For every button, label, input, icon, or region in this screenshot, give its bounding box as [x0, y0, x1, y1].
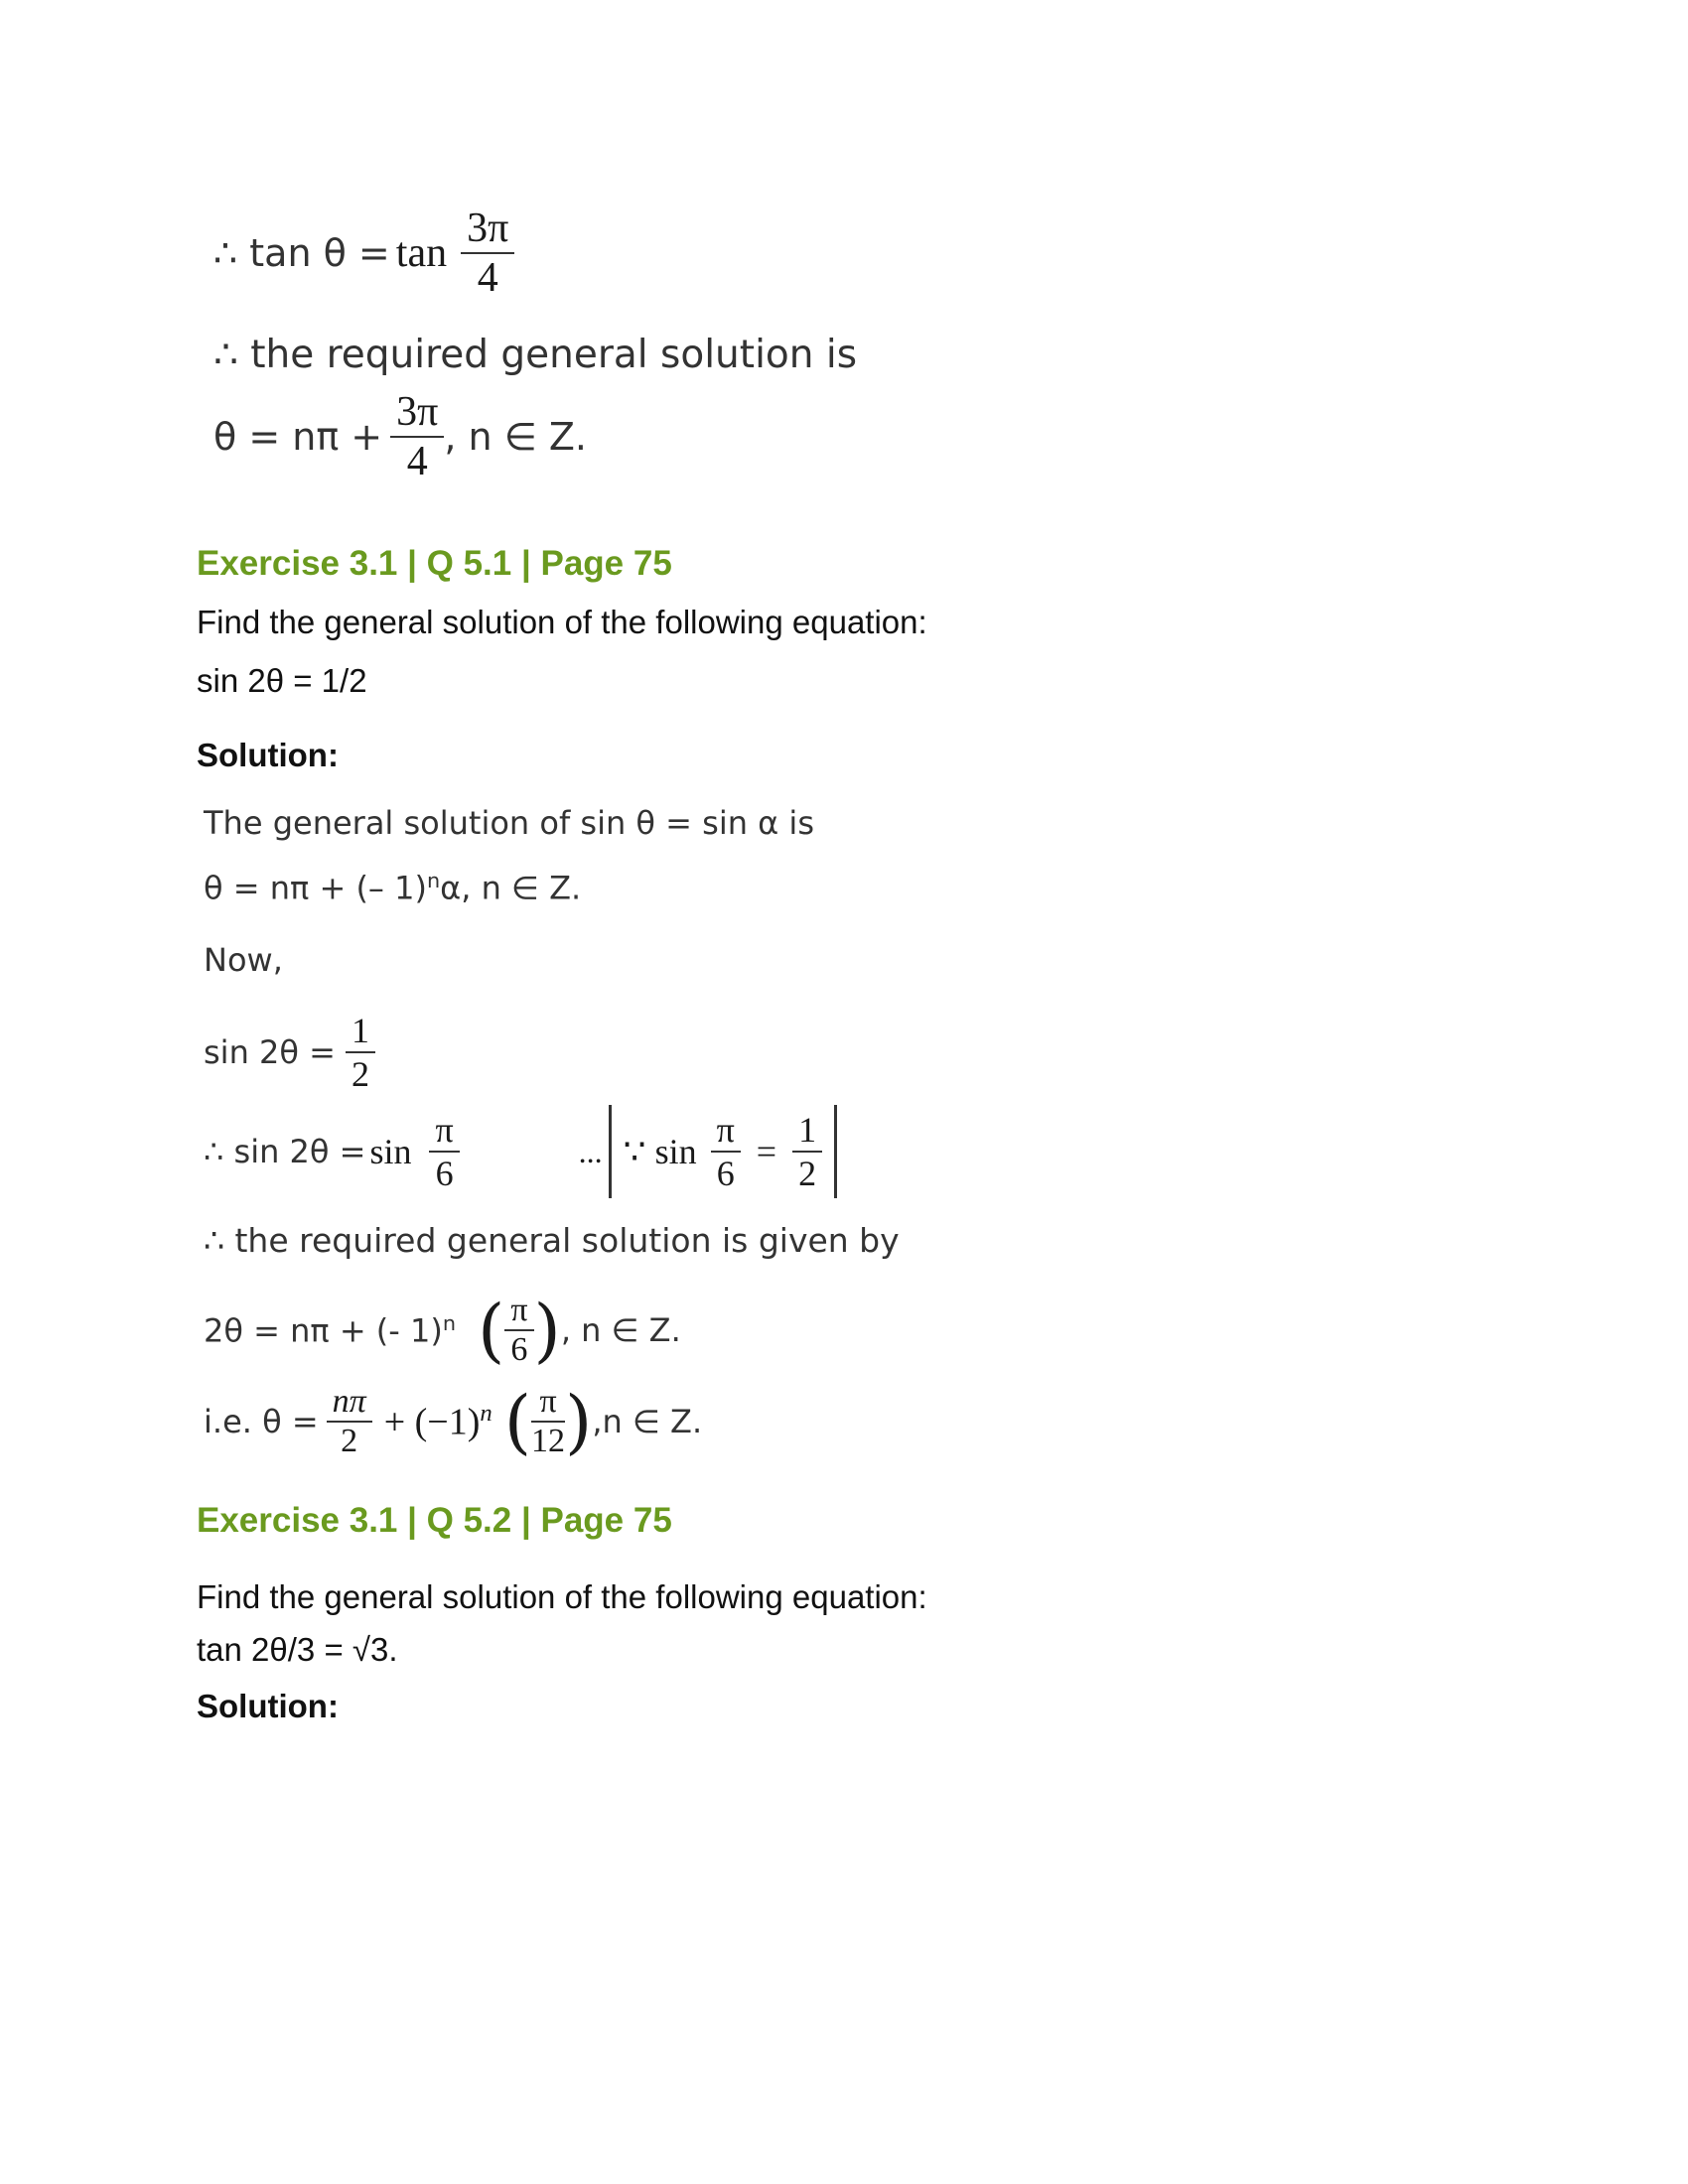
top-line-3-right: , n ∈ Z. [444, 415, 587, 459]
fraction-1-2-b: $\frac{1}{2}$ [792, 1109, 822, 1194]
top-line-3 [213, 382, 587, 491]
fraction-1-2: $\frac{1}{2}$ [346, 1010, 375, 1095]
fraction-pi-6-b: $\frac{\pi}{6}$ [711, 1109, 741, 1194]
q51-equation: sin 2θ = 1/2 [197, 662, 367, 699]
bracket-because: ∵ sin $\frac{\pi}{6}$ = $\frac{1}{2}$ [609, 1105, 837, 1198]
q51-step-3: Now, [204, 941, 283, 979]
paren-right: ) [533, 1290, 561, 1371]
paren-left: ( [478, 1290, 505, 1371]
q52-solution-label: Solution: [197, 1688, 339, 1724]
fraction-npi-2: $\frac{n\pi}{2}$ [327, 1383, 372, 1460]
paren-right-b: ) [565, 1381, 593, 1462]
q52-heading: Exercise 3.1 | Q 5.2 | Page 75 [197, 1501, 672, 1540]
q51-step-1: The general solution of sin θ = sin α is [204, 804, 814, 842]
q51-step-7: 2θ = nπ + (- 1)$^n$ ( $\frac{\pi}{6}$ ) , n ∈ Z. [204, 1290, 681, 1371]
q51-question: Find the general solution of the following equation: [197, 604, 927, 640]
top-line-3-left: θ = nπ + [213, 415, 383, 459]
top-line-1-left: ∴ tan θ = [213, 231, 390, 275]
fraction-pi-12: $\frac{\pi}{12}$ [531, 1383, 566, 1459]
top-line-2: ∴ the required general solution is [213, 333, 858, 377]
fraction-3pi-4: $\frac{3\pi}{4}$ [461, 205, 514, 302]
fraction-pi-6: $\frac{\pi}{6}$ [429, 1109, 459, 1194]
q51-step-4: sin 2θ = $\frac{1}{2}$ [204, 1003, 375, 1102]
q52-question: Find the general solution of the following equation: [197, 1578, 927, 1615]
top-line-1 [213, 194, 514, 313]
q51-step-2: θ = nπ + (– 1)$^n$α, n ∈ Z. [204, 869, 582, 907]
tan-label: tan [395, 230, 448, 276]
fraction-3pi-4-b: $\frac{3\pi}{4}$ [390, 388, 444, 485]
q51-solution-label: Solution: [197, 737, 339, 773]
paren-left-b: ( [503, 1381, 532, 1462]
q52-equation: tan 2θ/3 = √3. [197, 1631, 398, 1668]
q51-step-8: i.e. θ = $\frac{n\pi}{2}$ + $(-1)^n$ ( $\frac{\pi}{12}$ ) ,n ∈ Z. [204, 1381, 703, 1462]
q51-heading: Exercise 3.1 | Q 5.1 | Page 75 [197, 544, 672, 583]
q51-step-6: ∴ the required general solution is given by [204, 1221, 900, 1260]
fraction-pi-6-c: $\frac{\pi}{6}$ [504, 1292, 533, 1369]
q51-step-5: ∴ sin 2θ = sin $\frac{\pi}{6}$ ... ∵ sin $\frac{\pi}{6}$ = $\frac{1}{2}$ [204, 1102, 837, 1201]
